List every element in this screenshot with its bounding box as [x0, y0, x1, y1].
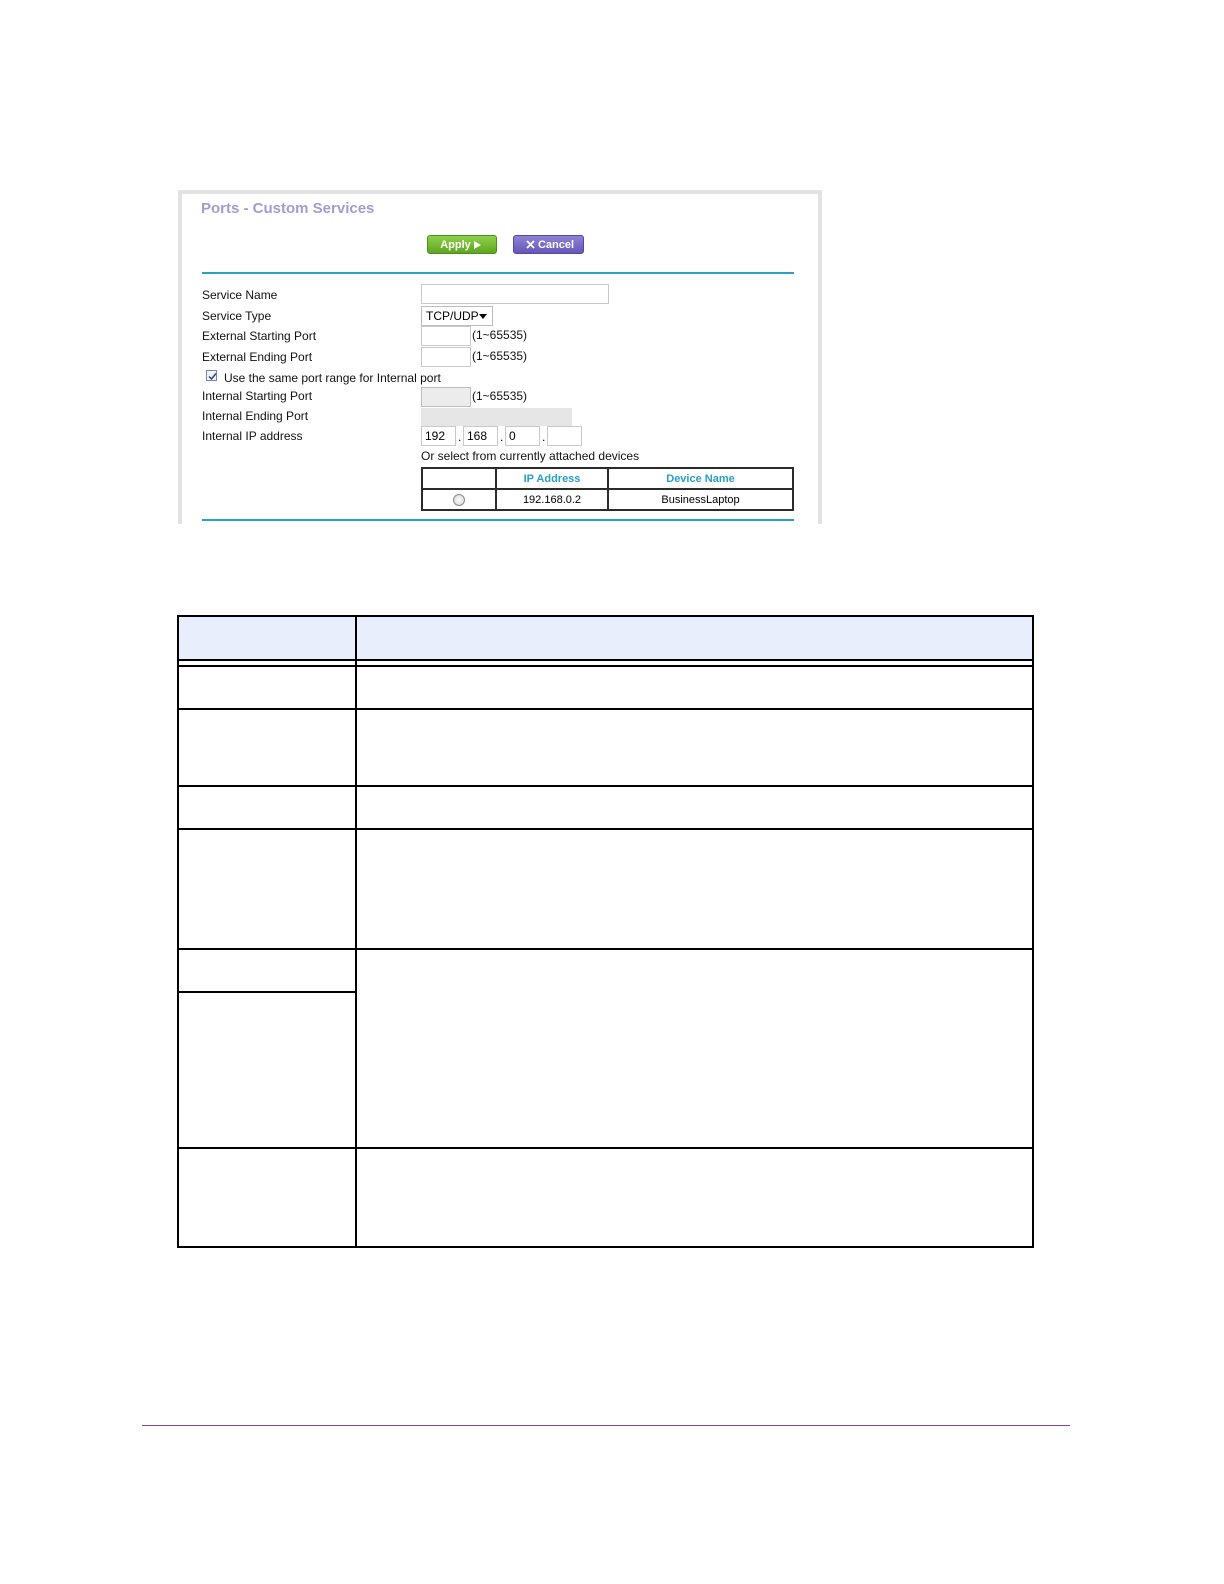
setting-cell [178, 786, 356, 829]
service-type-value: TCP/UDP [426, 309, 479, 323]
service-name-input[interactable] [421, 284, 609, 304]
ext-end-range-hint: (1~65535) [472, 349, 528, 363]
ext-end-port-input[interactable] [421, 347, 471, 367]
description-cell [356, 949, 1033, 1149]
setting-cell [178, 709, 356, 785]
setting-cell [178, 1148, 356, 1247]
custom-services-panel [178, 190, 822, 524]
top-divider [202, 272, 794, 274]
bottom-divider [202, 519, 794, 521]
setting-cell [178, 666, 356, 709]
select-column-header [422, 468, 496, 489]
chevron-down-icon [479, 314, 487, 319]
attached-devices-text: Or select from currently attached devices [421, 449, 640, 463]
int-ip-label: Internal IP address [202, 429, 303, 443]
table-row [178, 829, 1033, 949]
attached-devices-table [421, 467, 794, 511]
checkmark-icon [207, 371, 218, 382]
int-end-label: Internal Ending Port [202, 409, 309, 423]
ext-end-label: External Ending Port [202, 350, 313, 364]
device-radio[interactable] [453, 494, 465, 506]
int-start-label: Internal Starting Port [202, 389, 313, 403]
apply-label: Apply [440, 238, 471, 251]
service-name-label: Service Name [202, 288, 278, 302]
ip-octet-3-input[interactable] [505, 426, 540, 446]
description-cell [356, 709, 1033, 785]
int-start-port-input[interactable] [421, 387, 471, 407]
close-icon [526, 240, 535, 249]
table-row [178, 786, 1033, 829]
header-cell-setting [178, 616, 356, 660]
device-name-header: Device Name [608, 468, 793, 489]
ip-separator: . [542, 430, 546, 444]
settings-description-table [177, 615, 1034, 1248]
table-header-row [422, 468, 793, 489]
device-name: BusinessLaptop [608, 489, 793, 510]
panel-title: Ports - Custom Services [201, 200, 375, 217]
description-cell [356, 666, 1033, 709]
device-ip: 192.168.0.2 [496, 489, 608, 510]
int-start-range-hint: (1~65535) [472, 389, 528, 403]
ip-separator: . [500, 430, 504, 444]
table-row [178, 949, 1033, 992]
ext-start-label: External Starting Port [202, 329, 317, 343]
ip-octet-4-input[interactable] [547, 426, 582, 446]
header-cell-description [356, 616, 1033, 660]
service-type-select[interactable] [421, 306, 493, 326]
ip-separator: . [458, 430, 462, 444]
table-row [178, 709, 1033, 785]
table-header-row [178, 616, 1033, 660]
setting-cell [178, 949, 356, 992]
same-range-label: Use the same port range for Internal port [224, 371, 441, 385]
description-cell [356, 829, 1033, 949]
same-range-checkbox[interactable] [206, 370, 217, 381]
cancel-button[interactable] [513, 235, 584, 254]
int-end-port-disabled [421, 408, 572, 426]
ip-octet-2-input[interactable] [463, 426, 498, 446]
cancel-label: Cancel [537, 238, 575, 251]
apply-button[interactable] [427, 235, 497, 254]
device-select-cell [422, 489, 496, 510]
table-row [178, 666, 1033, 709]
ext-start-port-input[interactable] [421, 326, 471, 346]
ext-start-range-hint: (1~65535) [472, 328, 528, 342]
description-cell [356, 786, 1033, 829]
play-arrow-icon [474, 241, 481, 249]
table-row [178, 1148, 1033, 1247]
setting-cell [178, 829, 356, 949]
service-type-label: Service Type [202, 309, 272, 323]
table-row [422, 489, 793, 510]
ip-address-header: IP Address [496, 468, 608, 489]
footer-divider [142, 1425, 1070, 1426]
setting-cell [178, 992, 356, 1149]
ip-octet-1-input[interactable] [421, 426, 456, 446]
description-cell [356, 1148, 1033, 1247]
